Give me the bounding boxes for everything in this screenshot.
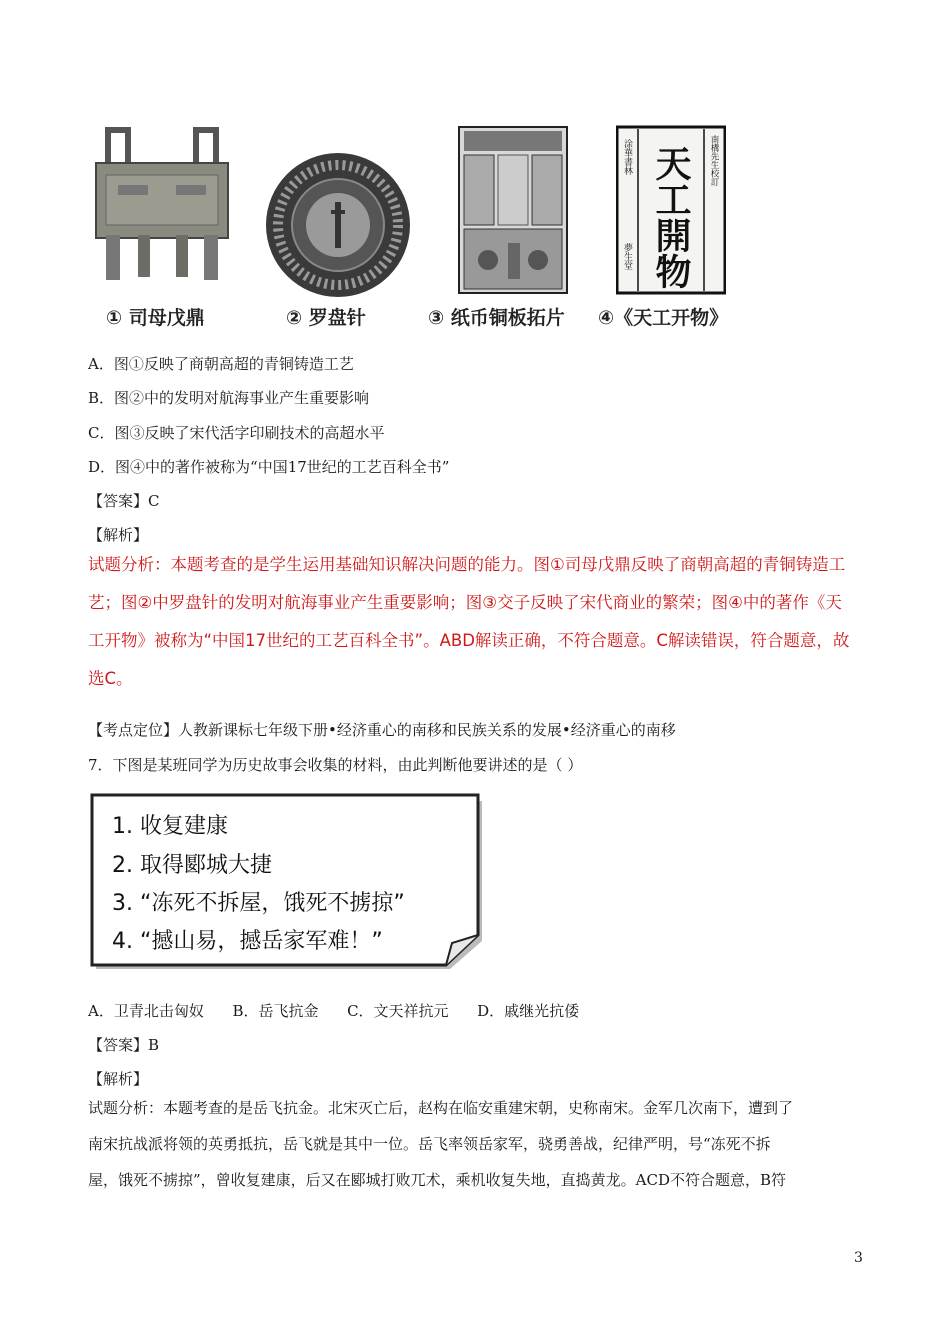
page-number: 3 [854,1250,863,1266]
q7-analysis-line: 南宋抗战派将领的英勇抵抗，岳飞就是其中一位。岳飞率领岳家军，骁勇善战，纪律严明，号“冻死不拆 [88,1135,771,1153]
note-item-3: 3. “冻死不拆屋，饿死不掳掠” [112,891,405,916]
figure-4-label: ④《天工开物》 [598,307,729,329]
q7-analysis-line: 试题分析：本题考查的是岳飞抗金。北宋灭亡后，赵构在临安重建宋朝，史称南宋。金军几次南下，遭到了 [88,1099,794,1117]
q7-options: A．卫青北击匈奴 B．岳飞抗金 C．文天祥抗元 D．戚继光抗倭 [88,1002,580,1020]
paper-money-plate-icon [458,125,568,299]
note-item-2: 2. 取得郾城大捷 [112,853,272,878]
q6-analysis [88,546,872,698]
figure-1-label: ① 司母戊鼎 [106,307,205,329]
figure-2-label: ② 罗盘针 [286,307,366,329]
note-card [90,793,488,973]
q6-analysis-line: 选C。 [88,669,133,688]
q7-analysis [88,1090,872,1198]
figure-row [88,125,768,335]
q7-answer: 【答案】B [88,1036,160,1054]
q6-option-d: D．图④中的著作被称为“中国17世纪的工艺百科全书” [88,458,450,476]
q7-analysis-line: 屋，饿死不掳掠”，曾收复建康，后又在郾城打败兀术，乘机收复失地，直捣黄龙。ACD不符合题意，B符 [88,1171,787,1189]
q6-analysis-line: 试题分析：本题考查的是学生运用基础知识解决问题的能力。图①司母戊鼎反映了商朝高超的青铜铸造工 [88,555,846,574]
note-item-4: 4. “撼山易，撼岳家军难！” [112,929,383,954]
q6-analysis-line: 工开物》被称为“中国17世纪的工艺百科全书”。ABD解读正确，不符合题意。C解读错误，符合题意，故 [88,631,850,650]
figure-3-label: ③ 纸币铜板拓片 [428,307,565,329]
q6-option-c: C．图③反映了宋代活字印刷技术的高超水平 [88,424,385,442]
q6-option-a: A．图①反映了商朝高超的青铜铸造工艺 [88,355,354,373]
book-side-text-3: 夢生堂 [622,243,632,270]
q6-answer: 【答案】C [88,492,160,510]
compass-icon [263,150,413,304]
book-side-text-1: 涂華書林 [622,139,632,175]
q6-kaodian: 【考点定位】人教新课标七年级下册•经济重心的南移和民族关系的发展•经济重心的南移 [88,721,676,739]
q6-analysis-line: 艺；图②中罗盘针的发明对航海事业产生重要影响；图③交子反映了宋代商业的繁荣；图④中的著作《天 [88,593,842,612]
note-item-1: 1. 收复建康 [112,814,228,839]
book-side-text-2: 南構先生校訂 [709,135,719,186]
q7-question: 7．下图是某班同学为历史故事会收集的材料，由此判断他要讲述的是（ ） [88,756,583,774]
q6-option-b: B．图②中的发明对航海事业产生重要影响 [88,389,370,407]
book-cover-title: 天工開物 [650,145,692,289]
q6-analysis-heading: 【解析】 [88,526,149,544]
book-cover-icon [616,125,726,299]
q7-analysis-heading: 【解析】 [88,1070,149,1088]
bronze-ding-icon [88,125,238,299]
